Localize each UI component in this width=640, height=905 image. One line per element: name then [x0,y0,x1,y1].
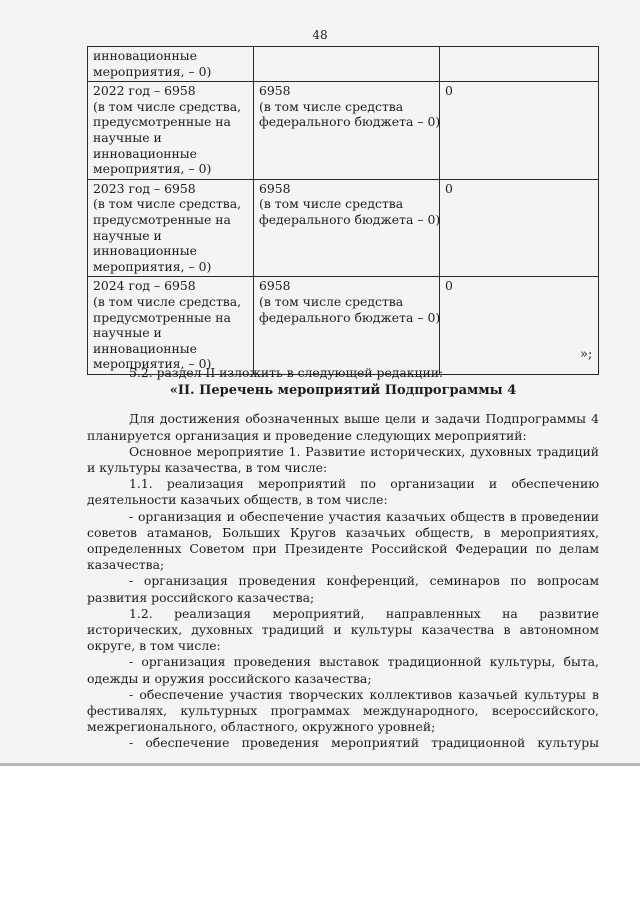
table-cell [88,277,254,375]
document-body [87,365,599,752]
table-cell [440,277,599,375]
cell-text: (в том числе средства, [93,98,242,114]
cell-text: мероприятия, – 0) [93,356,212,372]
table-cell [88,47,254,82]
table-cell [254,179,440,277]
cell-text: предусмотренные на [93,309,231,325]
cell-text: (в том числе средства, [93,196,242,212]
table-cell [254,82,440,180]
cell-text: инновационные [93,340,197,356]
cell-text: 0 [445,83,453,99]
table-row [88,277,599,375]
cell-text: предусмотренные на [93,211,231,227]
closing-quote: »; [580,347,593,362]
table-cell [254,47,440,82]
intro-line: 5.2. раздел II изложить в следующей редакции: [129,365,444,380]
page-number: 48 [312,28,328,42]
cell-text: федерального бюджета – 0) [259,114,441,130]
cell-text: 6958 [259,180,291,196]
table-row [88,47,599,82]
paragraph: - организация проведения конференций, семинаров по вопросам развития российского казачества; [87,573,599,605]
paragraph: - организация и обеспечение участия казачьих обществ в проведении советов атаманов, Больших Кругов казачьих обществ, в мероприятиях, определенных Советом при Президенте Российской Федерации по делам казачества; [87,508,599,573]
table-cell [88,82,254,180]
cell-text: инновационные [93,243,197,259]
table-cell [440,82,599,180]
cell-text: 2022 год – 6958 [93,83,196,99]
cell-text: федерального бюджета – 0) [259,309,441,325]
cell-text: инновационные [93,145,197,161]
cell-text: (в том числе средства, [93,293,242,309]
cell-text: 0 [445,278,453,294]
funding-table [87,46,599,375]
cell-text: научные и [93,129,162,145]
table-row [88,82,599,180]
cell-text: научные и [93,325,162,341]
cell-text: 6958 [259,278,291,294]
paragraph: - обеспечение проведения мероприятий традиционной культуры [129,735,599,751]
table-cell [254,277,440,375]
cell-text: мероприятия, – 0) [93,258,212,274]
paragraph: 1.1. реализация мероприятий по организации и обеспечению деятельности казачьих обществ, в том числе: [87,476,599,508]
cell-text: 0 [445,180,453,196]
paragraph: Основное мероприятие 1. Развитие исторических, духовных традиций и культуры казачества, в том числе: [87,443,599,476]
cell-text: федерального бюджета – 0) [259,211,441,227]
paragraph: 1.2. реализация мероприятий, направленных на развитие исторических, духовных традиций и культуры казачества в автономном округе, в том числе: [87,605,599,654]
cell-text: 6958 [259,83,291,99]
paragraph: Для достижения обозначенных выше цели и задачи Подпрограммы 4 планируется организация и проведение следующих мероприятий: [87,411,599,443]
table-cell [440,47,599,82]
section-title: «II. Перечень мероприятий Подпрограммы 4 [169,383,517,399]
cell-text: 2023 год – 6958 [93,180,196,196]
cell-text: предусмотренные на [93,114,231,130]
table-cell [440,179,599,277]
cell-text: мероприятия, – 0) [93,63,212,79]
cell-text: (в том числе средства [259,293,404,309]
cell-text: 2024 год – 6958 [93,278,196,294]
cell-text: (в том числе средства [259,196,404,212]
cell-text: научные и [93,227,162,243]
paragraph: - обеспечение участия творческих коллективов казачьей культуры в фестивалях, культурных программах международного, всероссийского, межрегионального, областного, окружного уровней; [87,686,599,735]
cell-text: инновационные [93,48,197,63]
table-row [88,179,599,277]
table-cell [88,179,254,277]
cell-text: мероприятия, – 0) [93,161,212,177]
paragraph: - организация проведения выставок традиционной культуры, быта, одежды и оружия российского казачества; [87,654,599,686]
cell-text: (в том числе средства [259,98,404,114]
